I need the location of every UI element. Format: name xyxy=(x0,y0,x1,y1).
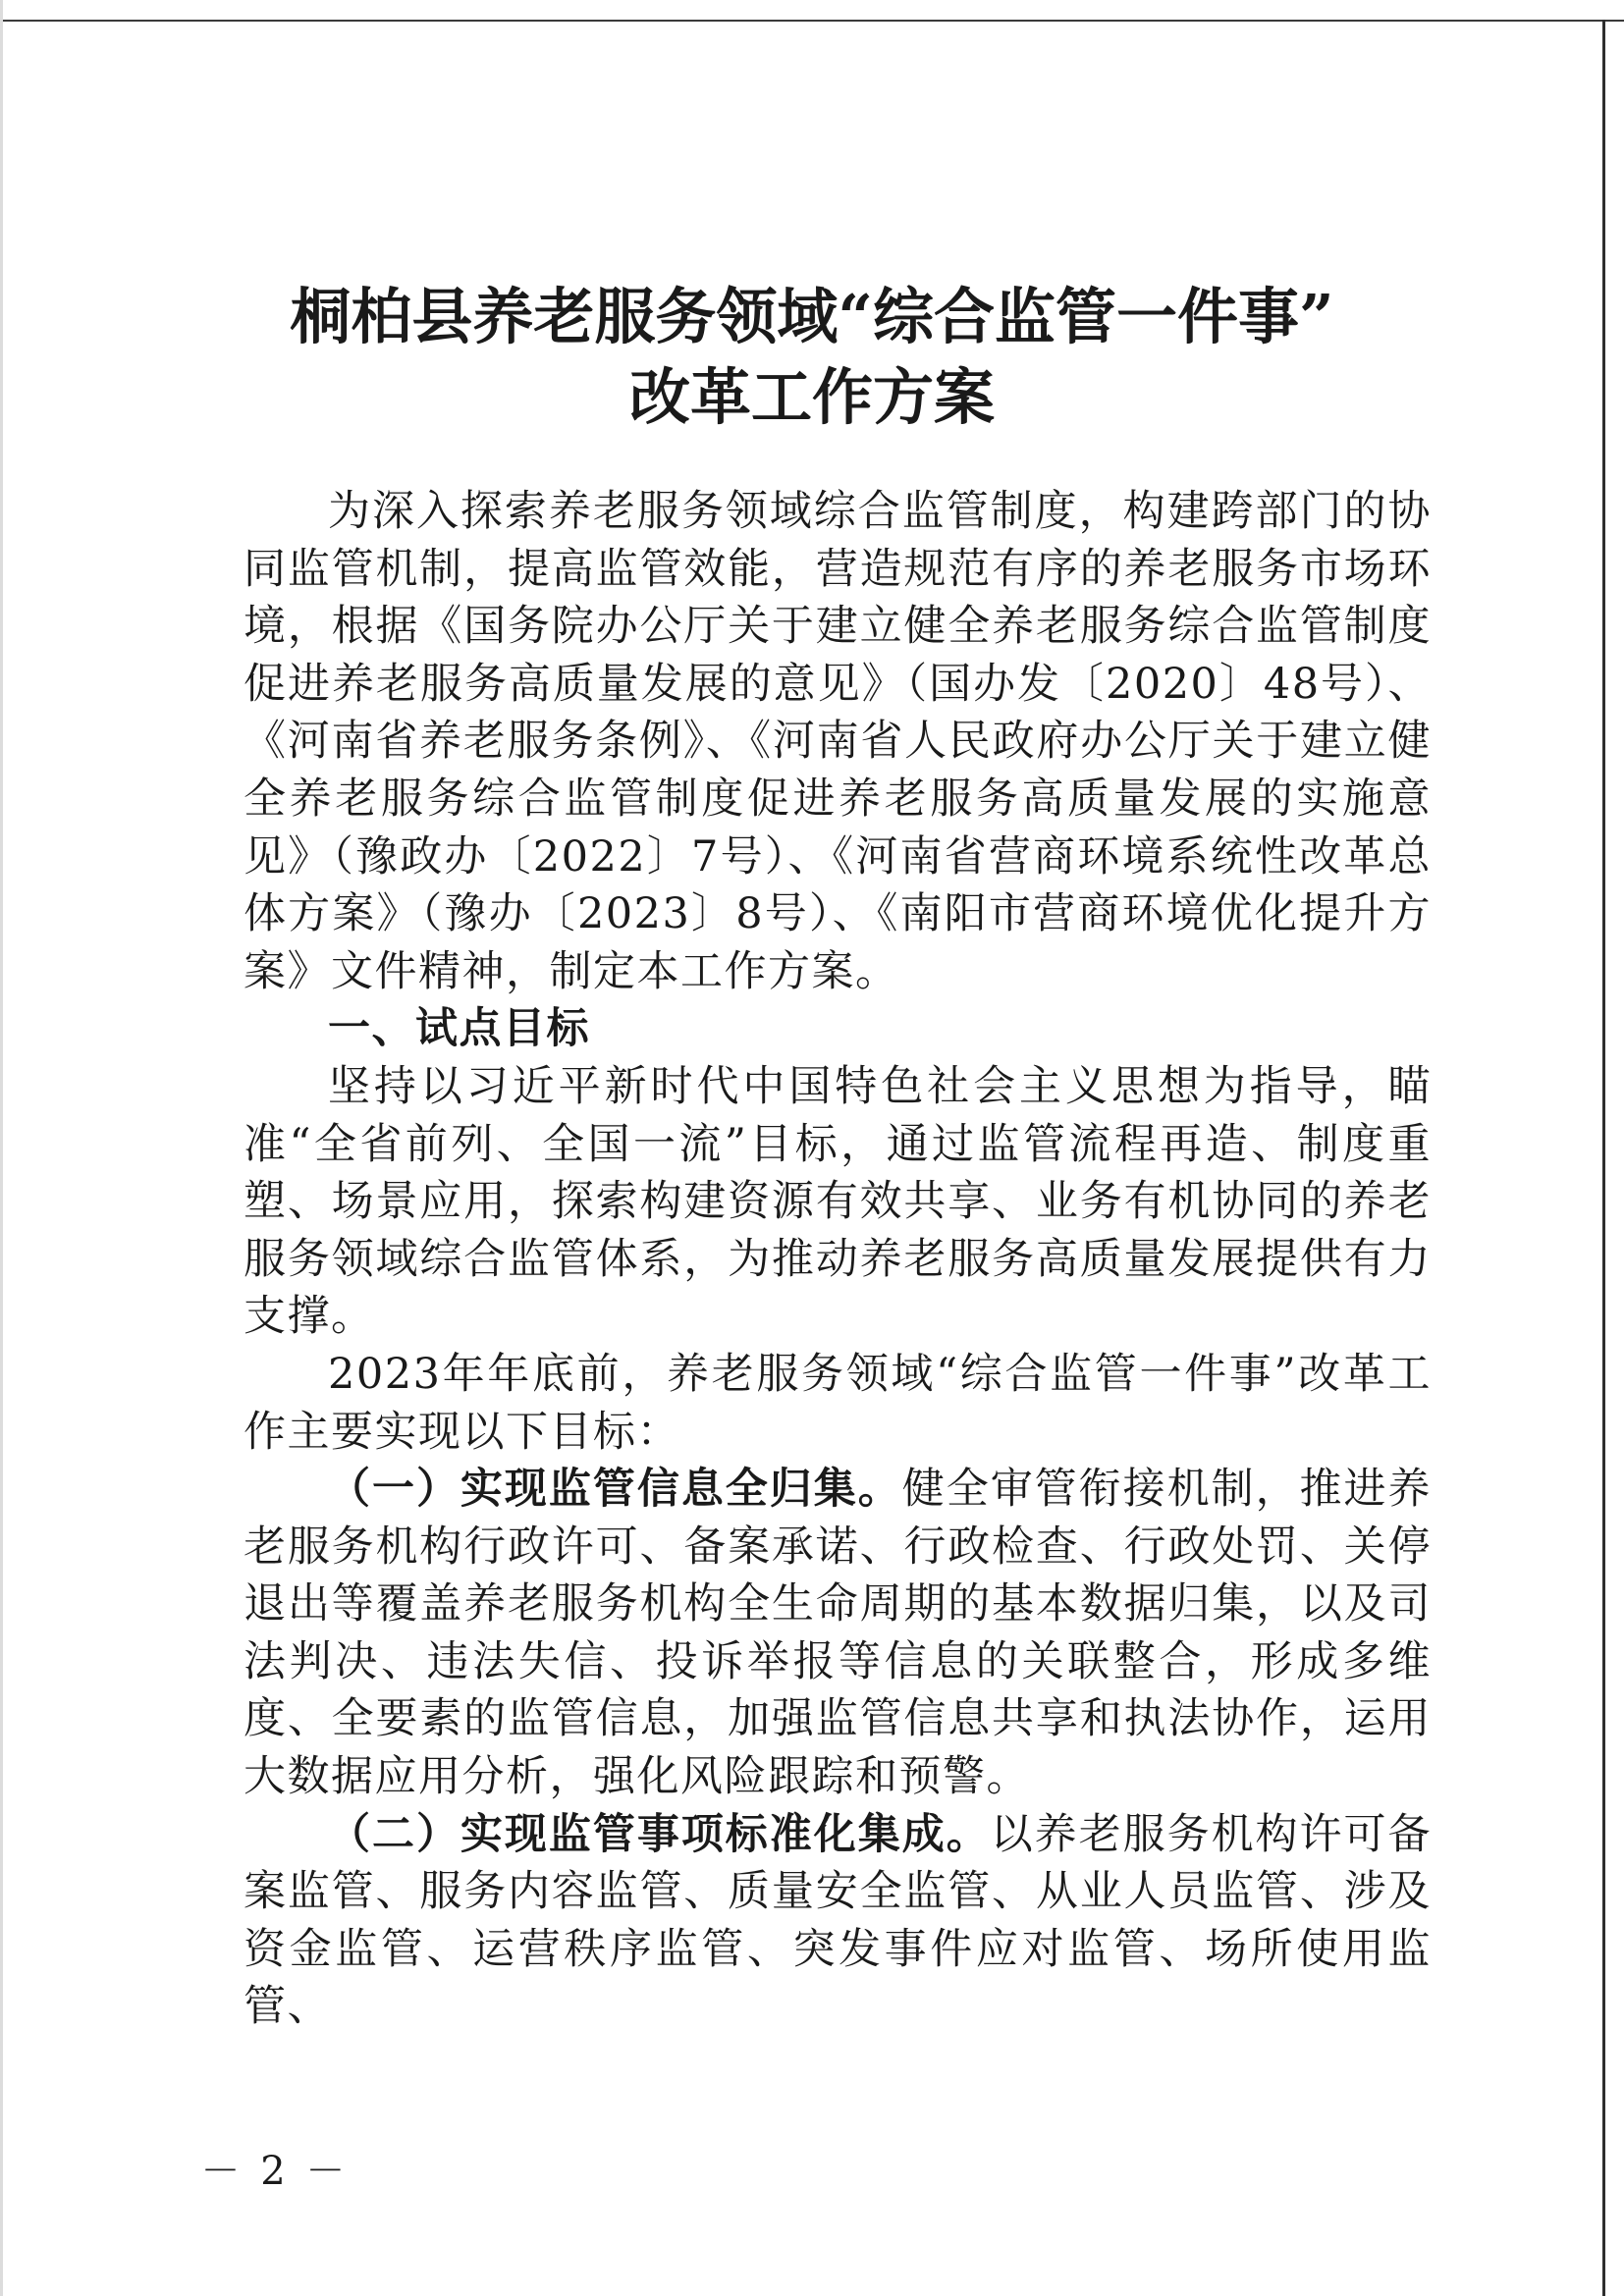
title-line-1: 桐柏县养老服务领域“综合监管一件事” xyxy=(290,281,1334,352)
document-body xyxy=(244,483,1432,2036)
goal-item-1 xyxy=(244,1461,1432,1806)
guiding-paragraph: 坚持以习近平新时代中国特色社会主义思想为指导，瞄准“全省前列、全国一流”目标，通过监管流程再造、制度重塑、场景应用，探索构建资源有效共享、业务有机协同的养老服务领域综合监管体系，为推动养老服务高质量发展提供有力支撑。 xyxy=(244,1061,1432,1342)
goal-item-2 xyxy=(244,1806,1432,2036)
targets-intro-paragraph: 2023年年底前，养老服务领域“综合监管一件事”改革工作主要实现以下目标： xyxy=(244,1349,1432,1457)
document-title xyxy=(0,277,1624,438)
section-heading-pilot-goals: 一、试点目标 xyxy=(328,1004,590,1054)
goal-item-2-lead: （二）实现监管事项标准化集成。 xyxy=(328,1809,991,1859)
goal-item-1-lead: （一）实现监管信息全归集。 xyxy=(328,1465,902,1515)
page-number: － 2 － xyxy=(200,2149,350,2194)
scan-border-top xyxy=(0,20,1624,22)
intro-paragraph: 为深入探索养老服务领域综合监管制度，构建跨部门的协同监管机制，提高监管效能，营造规范有序的养老服务市场环境，根据《国务院办公厅关于建立健全养老服务综合监管制度促进养老服务高质量发展的意见》（国办发〔2020〕48号）、《河南省养老服务条例》、《河南省人民政府办公厅关于建立健全养老服务综合监管制度促进养老服务高质量发展的实施意见》（豫政办〔2022〕7号）、《河南省营商环境系统性改革总体方案》（豫办〔2023〕8号）、《南阳市营商环境优化提升方案》文件精神，制定本工作方案。 xyxy=(244,487,1432,996)
goal-item-1-text: 健全审管衔接机制，推进养老服务机构行政许可、备案承诺、行政检查、行政处罚、关停退出等覆盖养老服务机构全生命周期的基本数据归集，以及司法判决、违法失信、投诉举报等信息的关联整合，形成多维度、全要素的监管信息，加强监管信息共享和执法协作，运用大数据应用分析，强化风险跟踪和预警。 xyxy=(244,1465,1433,1802)
title-line-2: 改革工作方案 xyxy=(628,361,995,433)
goal-item-2-text: 以养老服务机构许可备案监管、服务内容监管、质量安全监管、从业人员监管、涉及资金监管、运营秩序监管、突发事件应对监管、场所使用监管、 xyxy=(244,1809,1432,2032)
